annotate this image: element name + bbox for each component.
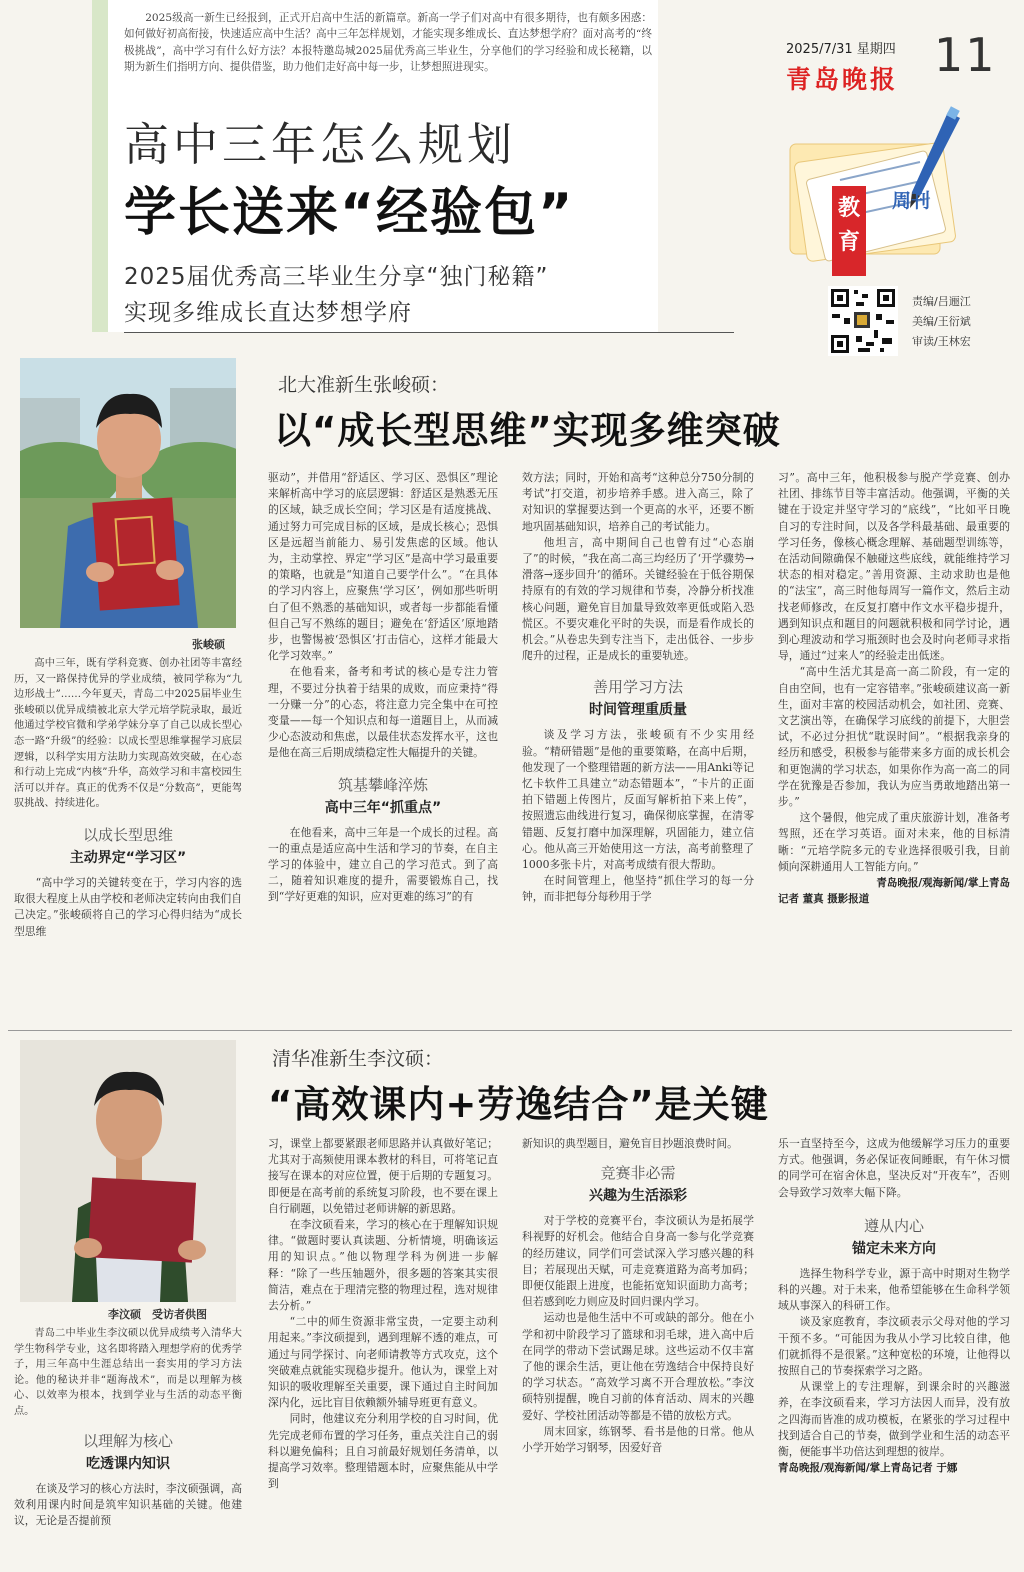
qr-code: [828, 286, 898, 356]
photo-li-wenshuo: [20, 1040, 236, 1302]
byline: 记者 董真 摄影报道: [778, 893, 870, 906]
article-column: [14, 1326, 242, 1566]
section-heading-line: 以理解为核心: [82, 1431, 173, 1450]
editor-credits: [912, 292, 971, 352]
article-divider: [8, 1030, 1012, 1031]
section-heading-line: 锚定未来方向: [852, 1240, 936, 1257]
paragraph: 在谈及学习的核心方法时，李汶硕强调，高效利用课内时间是筑牢知识基础的关键。他建议，无论是否提前预: [14, 1481, 242, 1527]
article-column: [268, 1136, 498, 1566]
article-kicker: 北大准新生张峻硕：: [278, 374, 450, 396]
section-heading-line: 兴趣为生活添彩: [589, 1188, 687, 1205]
photo-caption: 李汶硕 受访者供图: [108, 1308, 207, 1321]
paragraph: 他坦言，高中期间自己也曾有过“心态崩了”的时候，“我在高二高三均经历了‘开学骤势→滑落→逐步回升’的循环。关键经验在于低谷期保持原有的有效的学习规律和节奏，冷静分析找准核心问题，避免盲目加量导致效率更低或陷入恐慌区。不要灾难化平时的失误，而是看作成长的机会。”从卷忠失到专注当下，走出低谷、一步步爬升的过程，正是成长的重要轨迹。: [522, 535, 754, 663]
paragraph: 乐一直坚持至今，这成为他缓解学习压力的重要方式。他强调，务必保证夜间睡眠，有午休习惯的同学可在宿舍休息，坚决反对“开夜车”，否则会导致学习效率大幅下降。: [778, 1137, 1010, 1199]
article-column: [268, 470, 498, 1022]
article-column: [778, 470, 1010, 1022]
section-heading: [778, 1215, 1010, 1258]
issue-date: 2025/7/31 星期四: [786, 42, 896, 57]
paragraph: 在他看来，高中三年是一个成长的过程。高一的重点是适应高中生活和学习的节奏，在自主学习的体验中，建立自己的学习范式。到了高二，随着知识难度的提升，需要锻炼自己，找到“学好更难的知识，应对更难的练习”的有: [268, 825, 498, 904]
section-badge: [832, 186, 866, 276]
header-rule: [124, 332, 734, 333]
article-column: [522, 1136, 754, 1566]
article-title: 以“成长型思维”实现多维突破: [274, 409, 781, 452]
headline-secondary: 学长送来“经验包”: [124, 183, 575, 243]
section-heading-line: 主动界定“学习区”: [69, 849, 187, 866]
paragraph: 从课堂上的专注理解，到课余时的兴趣滋养，在李汶硕看来，学习方法因人而异，没有放之四海而皆准的成功模板，在紧张的学习过程中找到适合自己的节奏，做到学业和生活的动态平衡，便能事半功倍达到理想的彼岸。: [778, 1380, 1010, 1459]
article-column: [14, 656, 242, 1026]
section-heading: [268, 774, 498, 817]
paragraph: 在李汶硕看来，学习的核心在于理解知识规律。“做题时要认真读题、分析情境，明确该运用的知识点。”他以物理学科为例进一步解释：“除了一些压轴题外，很多题的答案其实很简洁，难点在于理清完整的物理过程，选对规律去分析。”: [268, 1218, 498, 1313]
paragraph: 选择生物科学专业，源于高中时期对生物学科的兴趣。对于未来，他希望能够在生命科学领域从事深入的科研工作。: [778, 1266, 1010, 1313]
paragraph: 在他看来，备考和考试的核心是专注力管理，不要过分执着于结果的成败，而应秉持“得一分赚一分”的心态，将注意力完全集中在可控变量——每一个知识点和每一道题目上，从而减少心态波动和焦虑，以最佳状态发挥水平，这也是他在高三后期成绩稳定性大幅提升的关键。: [268, 665, 498, 760]
section-heading-line: 竞赛非必需: [600, 1164, 676, 1183]
header-accent-bar: [92, 0, 108, 332]
paper-name: 青岛晚报: [786, 65, 899, 94]
subheadline-2: 实现多维成长直达梦想学府: [124, 300, 412, 326]
article-lead: 青岛二中毕业生李汶硕以优异成绩考入清华大学生物科学专业，这名即将踏入理想学府的优秀学子，用三年高中生涯总结出一套实用的学习方法论。他的秘诀并非“题海战术”，而是以理解为核心、以效率为根本，找到学业与生活的动态平衡点。: [14, 1328, 242, 1417]
paragraph: 周末回家，练钢琴、看书是他的日常。他从小学开始学习钢琴，因爱好音: [522, 1424, 754, 1455]
paragraph: 在时间管理上，他坚持“抓住学习的每一分钟，而非把每分每秒用于学: [522, 874, 754, 904]
section-weekly: 周刊: [892, 190, 931, 212]
section-name: 教育: [837, 196, 860, 255]
article-title: “高效课内+劳逸结合”是关键: [268, 1083, 769, 1126]
paragraph: 效方法；同时，开始和高考“这种总分750分制的考试”打交道，初步培养手感。进入高三，除了对知识的掌握要达到一个更高的水平，还要不断地巩固基础知识，培养自己的考试能力。: [522, 471, 754, 533]
paragraph: 谈及家庭教育，李汶硕表示父母对他的学习干预不多。“可能因为我从小学习比较自律，他们就抓得不是很紧。”这种宽松的环境，让他得以按照自己的节奏探索学习之路。: [778, 1315, 1010, 1378]
paragraph: 这个暑假，他完成了重庆旅游计划，准备考驾照，还在学习英语。面对未来，他的目标清晰：“元培学院多元的专业选择很吸引我，目前倾向深耕通用人工智能方向。”: [778, 811, 1010, 873]
paragraph: 习，课堂上都要紧跟老师思路并认真做好笔记；尤其对于高频使用课本教材的科目，可将笔记直接写在课本的对应位置，便于后期的专题复习。即便是在高考前的系统复习阶段，也不要在课上自行刷题，以免错过老师讲解的新思路。: [268, 1137, 498, 1215]
section-heading-line: 以成长型思维: [82, 825, 173, 844]
paragraph: 新知识的典型题目，避免盲目抄题浪费时间。: [522, 1137, 738, 1150]
photo-caption: 张峻硕: [192, 638, 225, 651]
section-heading: [14, 824, 242, 867]
section-heading-line: 善用学习方法: [592, 678, 683, 697]
section-heading: [522, 1162, 754, 1205]
article-lead: 高中三年，既有学科竞赛、创办社团等丰富经历，又一路保持优异的学业成绩，被同学称为“九边形战士”……今年夏天，青岛二中2025届毕业生张峻硕以优异成绩被北京大学元培学院录取，最近他通过学校官微和学弟学妹分享了自己以成长型心态一路“升级”的经验：以成长型思维掌握学习底层逻辑，以科学实用方法助力实现高效突破，在心态和行动上完成“内核”升华，高效学习和丰富校园生活可以并存。真正的优秀不仅是“分数高”，更能驾驭挑战、持续进化。: [14, 658, 242, 810]
section-heading-line: 高中三年“抓重点”: [324, 799, 442, 816]
paragraph: 运动也是他生活中不可或缺的部分。他在小学和初中阶段学习了篮球和羽毛球，进入高中后在同学的带动下尝试踢足球。这些运动不仅丰富了他的课余生活，更让他在劳逸结合中保持良好的学习状态。“高效学习离不开合理放松。”李汶硕特别提醒，晚自习前的体育活动、周末的兴趣爱好、学校社团活动等都是不错的放松方式。: [522, 1311, 754, 1422]
paragraph: “高中学习的关键转变在于，学习内容的选取很大程度上从由学校和老师决定转向由我们自己决定。”张峻硕将自己的学习心得归结为“成长型思维: [14, 875, 242, 938]
credit-line: 审读/王林宏: [912, 335, 971, 348]
paragraph: 谈及学习方法，张峻硕有不少实用经验。“精研错题”是他的重要策略，在高中后期，他发现了一个整理错题的新方法——用Anki等记忆卡软件工具建立“动态错题本”，“卡片的正面拍下错题上传图片，反面写解析拍下来上传”，按照遗忘曲线进行复习，确保彻底掌握，在清零错题、反复打磨中加深理解，巩固能力，建立信心。他从高三开始使用这一方法，高考前整理了1000多张卡片，对高考成绩有很大帮助。: [522, 728, 754, 872]
headline-main: 高中三年怎么规划: [124, 118, 517, 171]
section-heading: [522, 676, 754, 719]
section-heading-line: 遵从内心: [863, 1216, 924, 1235]
article-column: [522, 470, 754, 1022]
section-heading-line: 吃透课内知识: [86, 1455, 170, 1472]
paragraph: 驱动”，并借用“舒适区、学习区、恐惧区”理论来解析高中学习的底层逻辑：舒适区是熟悉无压的区域，缺乏成长空间；学习区是有适度挑战、通过努力可完成目标的区域，是成长核心；恐惧区是远超当前能力、易引发焦虑的区域。他认为，主动掌控、界定“学习区”是高中学习最重要的策略，也就是“知道自己要学什么”。“在具体的学习内容上，应聚焦‘学习区’，例如那些听明白了但不熟悉的基础知识，或者每一步都能看懂但自己写不熟练的题目；避免在‘舒适区’原地踏步，也警惕被‘恐惧区’打击信心，这样才能最大化学习效率。”: [268, 471, 498, 663]
paragraph: “二中的师生资源非常宝贵，一定要主动利用起来。”李汶硕提到，遇到理解不透的难点，可通过与同学探讨、向老师请教等方式攻克，这个突破难点就能实现稳步提升。他认为，课堂上对知识的吸收理解至关重要，课下通过自主时间加深内化，远比盲目依赖额外辅导班更有意义。: [268, 1315, 498, 1410]
section-heading: [14, 1430, 242, 1473]
paragraph: 对于学校的竞赛平台，李汶硕认为是拓展学科视野的好机会。他结合自身高一参与化学竞赛的经历建议，同学们可尝试深入学习感兴趣的科目；若展现出天赋，可走竞赛道路为高考加码；即便仅能跟上进度，也能拓宽知识面助力高考；但若感到吃力则应及时回归课内学习。: [522, 1214, 754, 1309]
article-column: [778, 1136, 1010, 1566]
page-number: 11: [934, 28, 997, 82]
byline: 青岛晚报/观海新闻/掌上青岛记者 于娜: [778, 1462, 958, 1475]
article-kicker: 清华准新生李汶硕：: [272, 1048, 444, 1070]
section-heading-line: 时间管理重质量: [589, 702, 687, 719]
education-weekly-logo: [780, 100, 1002, 272]
credit-line: 美编/王衍斌: [912, 315, 971, 328]
photo-zhang-junshuo: [20, 358, 236, 628]
credit-line: 责编/吕逦江: [912, 295, 971, 308]
paragraph: 习”。高中三年，他积极参与脱产学竞赛、创办社团、排练节目等丰富活动。他强调，平衡的关键在于设定并坚守学习的“底线”，“比如平日晚自习的专注时间，以及各学科最基础、最重要的学习任务，像核心概念理解、基础题型训练等，在活动间隙确保不触碰这些底线，就能维持学习状态的相对稳定。”善用资源、主动求助也是他的“法宝”，高三时他每周写一篇作文，然后主动找老师修改，在反复打磨中作文水平稳步提升，遇到知识点和题目的问题就积极和同学讨论，遇到心理波动和学习瓶颈时也会及时向老师寻求指导，通过“过来人”的经验走出低迷。: [778, 471, 1010, 663]
section-heading-line: 筑基攀峰淬炼: [337, 775, 428, 794]
paragraph: 同时，他建议充分利用学校的自习时间，优先完成老师布置的学习任务，重点关注自己的弱科以避免偏科；且自习前最好规划任务清单，以提高学习效率。整理错题本时，应聚焦能从中学到: [268, 1412, 498, 1491]
header-intro: 2025级高一新生已经报到，正式开启高中生活的新篇章。新高一学子们对高中有很多期待，也有颇多困惑：如何做好初高衔接，快速适应高中生活？高中三年怎样规划，才能实现多维成长、直达梦想学府？面对高考的“终极挑战”，高中学习有什么好方法？本报特邀岛城2025届优秀高三毕业生，分享他们的学习经验和成长秘籍，以期为新生们指明方向、提供借鉴，助力他们走好高中每一步，让梦想照进现实。: [124, 12, 652, 74]
paragraph: “高中生活尤其是高一高二阶段，有一定的自由空间，也有一定容错率。”张峻硕建议高一新生，面对丰富的校园活动机会，如社团、竞赛、文艺演出等，在确保学习底线的前提下，大胆尝试，不必过分担忧“耽误时间”。“根据我亲身的经历和感受，积极参与能带来多方面的成长机会和更饱满的学习状态，如果你作为高一高二的同学在犹豫是否参加，我认为应当勇敢地踏出第一步。”: [778, 665, 1010, 809]
subheadline-1: 2025届优秀高三毕业生分享“独门秘籍”: [124, 264, 549, 290]
byline: 青岛晚报/观海新闻/掌上青岛: [876, 877, 1010, 890]
